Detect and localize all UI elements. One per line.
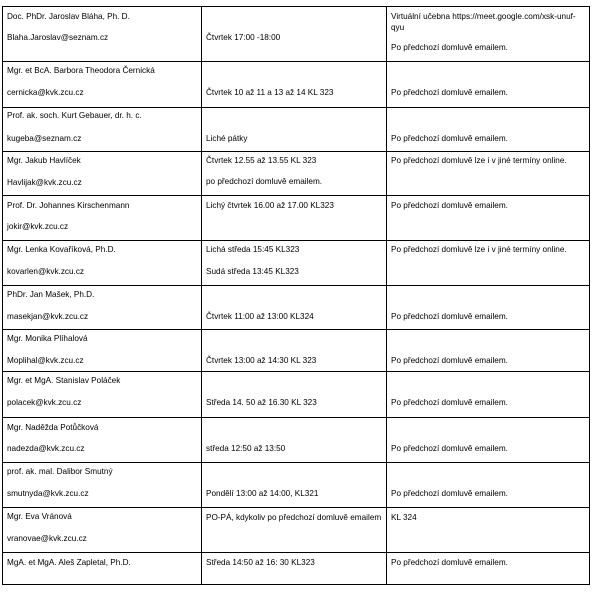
note-cell [387, 240, 590, 285]
note-cell [387, 330, 590, 372]
note-cell [387, 372, 590, 417]
teacher-cell [3, 552, 202, 584]
teacher-cell [3, 417, 202, 462]
table-row [3, 372, 590, 417]
teacher-email[interactable]: jokir@kvk.zcu.cz [7, 222, 69, 232]
table-row [3, 7, 590, 62]
office-hours-line-2: středa 12:50 až 13:50 [206, 443, 286, 453]
teacher-email[interactable]: polacek@kvk.zcu.cz [7, 398, 82, 408]
office-hours-line-2: Sudá středa 13:45 KL323 [206, 266, 299, 276]
note-line-1: Po předchozí domluvě lze i v jiné termíny online. [391, 155, 567, 165]
table-row [3, 330, 590, 372]
teacher-name: Mgr. et MgA. Stanislav Poláček [7, 376, 121, 386]
teacher-email[interactable]: Havlijak@kvk.zcu.cz [7, 177, 82, 187]
office-hours-line-1: Lichá středa 15:45 KL323 [206, 244, 300, 254]
teacher-name: Prof. Dr. Johannes Kirschenmann [7, 201, 130, 211]
teacher-name: PhDr. Jan Mašek, Ph.D. [7, 289, 95, 299]
table-row [3, 417, 590, 462]
note-cell [387, 285, 590, 329]
office-hours-line-2: Liché pátky [206, 133, 248, 143]
teacher-name: Mgr. Monika Plíhalová [7, 334, 88, 344]
teacher-cell [3, 372, 202, 417]
teacher-name: Mgr. Lenka Kovaříková, Ph.D. [7, 244, 116, 254]
office-hours-cell [202, 62, 387, 107]
office-hours-cell [202, 285, 387, 329]
table-row [3, 552, 590, 584]
note-cell [387, 417, 590, 462]
table-row [3, 508, 590, 552]
teacher-cell [3, 107, 202, 151]
teacher-email[interactable]: kugeba@seznam.cz [7, 133, 82, 143]
note-line-1: Po předchozí domluvě lze i v jiné termíny online. [391, 244, 567, 254]
teacher-name: Mgr. Naděžda Potůčková [7, 422, 99, 432]
office-hours-cell [202, 151, 387, 195]
note-line-2: Po předchozí domluvě emailem. [391, 133, 508, 143]
note-line-2: Po předchozí domluvě emailem. [391, 88, 508, 98]
office-hours-cell [202, 508, 387, 552]
teacher-name: MgA. et MgA. Aleš Zapletal, Ph.D. [7, 557, 131, 567]
teacher-name: prof. ak. mal. Dalibor Smutný [7, 467, 113, 477]
teacher-email[interactable]: kovarlen@kvk.zcu.cz [7, 266, 85, 276]
note-line-1: Virtuální učebna https://meet.google.com/xsk-unuf-qyu [391, 12, 576, 32]
note-line-1: KL 324 [391, 513, 417, 523]
table-row [3, 285, 590, 329]
teacher-cell [3, 7, 202, 62]
note-cell [387, 552, 590, 584]
teacher-cell [3, 196, 202, 240]
table-row [3, 240, 590, 285]
office-hours-cell [202, 463, 387, 508]
office-hours-cell [202, 372, 387, 417]
teacher-cell [3, 285, 202, 329]
note-cell [387, 508, 590, 552]
teacher-name: Prof. ak. soch. Kurt Gebauer, dr. h. c. [7, 110, 142, 120]
table-row [3, 107, 590, 151]
office-hours-cell [202, 552, 387, 584]
note-line-2: Po předchozí domluvě emailem. [391, 311, 508, 321]
teacher-email[interactable]: vranovae@kvk.zcu.cz [7, 534, 87, 544]
office-hours-cell [202, 330, 387, 372]
consultation-hours-table [2, 6, 590, 585]
office-hours-line-2: po předchozí domluvě emailem. [206, 176, 323, 186]
teacher-cell [3, 463, 202, 508]
teacher-cell [3, 508, 202, 552]
teacher-cell [3, 151, 202, 195]
note-cell [387, 463, 590, 508]
office-hours-cell [202, 196, 387, 240]
office-hours-line-1: Lichý čtvrtek 16.00 až 17.00 KL323 [206, 201, 334, 211]
teacher-name: Mgr. Eva Vránová [7, 512, 72, 522]
office-hours-cell [202, 417, 387, 462]
office-hours-line-2: Čtvrtek 11:00 až 13:00 KL324 [206, 311, 314, 321]
teacher-email[interactable]: cernicka@kvk.zcu.cz [7, 88, 84, 98]
table-row [3, 62, 590, 107]
note-cell [387, 107, 590, 151]
teacher-email[interactable]: smutnyda@kvk.zcu.cz [7, 489, 89, 499]
teacher-name: Doc. PhDr. Jaroslav Bláha, Ph. D. [7, 12, 130, 21]
office-hours-cell [202, 240, 387, 285]
note-cell [387, 62, 590, 107]
office-hours-line-1: Středa 14:50 až 16: 30 KL323 [206, 557, 315, 567]
teacher-cell [3, 330, 202, 372]
teacher-email[interactable]: masekjan@kvk.zcu.cz [7, 311, 89, 321]
office-hours-line-1: Čtvrtek 12.55 až 13.55 KL 323 [206, 155, 317, 165]
note-line-1: Po předchozí domluvě emailem. [391, 557, 508, 567]
teacher-cell [3, 62, 202, 107]
note-cell [387, 7, 590, 62]
note-line-1: Po předchozí domluvě emailem. [391, 201, 508, 211]
office-hours-line-2: Čtvrtek 17:00 -18:00 [206, 33, 281, 42]
office-hours-line-2: Pondělí 13:00 až 14:00, KL321 [206, 489, 319, 499]
note-line-2: Po předchozí domluvě emailem. [391, 398, 508, 408]
table-row [3, 463, 590, 508]
office-hours-cell [202, 7, 387, 62]
teacher-email[interactable]: nadezda@kvk.zcu.cz [7, 443, 85, 453]
office-hours-line-2: Čtvrtek 10 až 11 a 13 až 14 KL 323 [206, 88, 334, 98]
office-hours-cell [202, 107, 387, 151]
note-line-2: Po předchozí domluvě emailem. [391, 356, 508, 366]
office-hours-line-2: Středa 14. 50 až 16.30 KL 323 [206, 398, 317, 408]
note-cell [387, 196, 590, 240]
teacher-name: Mgr. et BcA. Barbora Theodora Černická [7, 66, 155, 76]
note-line-2: Po předchozí domluvě emailem. [391, 489, 508, 499]
office-hours-line-2: Čtvrtek 13:00 až 14:30 KL 323 [206, 356, 317, 366]
note-line-2: Po předchozí domluvě emailem. [391, 43, 508, 52]
teacher-cell [3, 240, 202, 285]
teacher-name: Mgr. Jakub Havlíček [7, 155, 81, 165]
teacher-email[interactable]: Moplihal@kvk.zcu.cz [7, 356, 84, 366]
table-row [3, 151, 590, 195]
table-row [3, 196, 590, 240]
note-line-2: Po předchozí domluvě emailem. [391, 443, 508, 453]
note-cell [387, 151, 590, 195]
teacher-email[interactable]: Blaha.Jaroslav@seznam.cz [7, 33, 109, 42]
office-hours-line-1: PO-PÁ, kdykoliv po předchozí domluvě emailem [206, 513, 382, 523]
